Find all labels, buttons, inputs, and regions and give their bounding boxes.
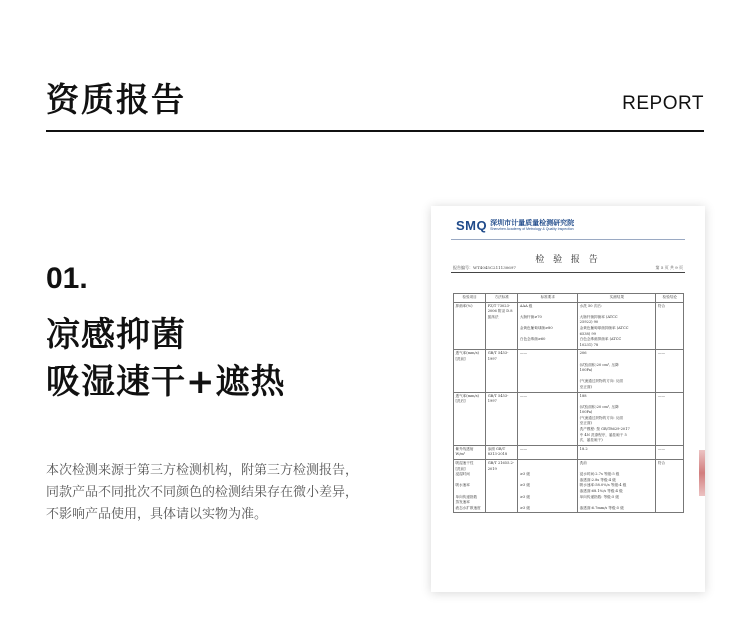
table-row — [454, 460, 684, 513]
table-cell: 符合 — [656, 460, 684, 513]
table-column-header: 实测结果 — [578, 294, 656, 303]
logo-mark: SMQ — [456, 218, 488, 233]
report-divider — [451, 272, 685, 273]
logo-cn: 深圳市计量质量检测研究院 — [490, 219, 575, 227]
table-cell: —— — [656, 392, 684, 445]
table-row — [454, 445, 684, 459]
report-page: 第 5 页 共 9 页 — [655, 265, 683, 270]
table-row — [454, 392, 684, 445]
table-cell: 吸湿速干性 [洗前] 浸湿时间 吸水速率 单向传递指数 蒸发速率 液态水扩散速度 — [454, 460, 486, 513]
smq-logo — [456, 218, 574, 233]
description-line: 本次检测来源于第三方检测机构，附第三方检测报告， — [46, 463, 359, 478]
table-cell: 透气率(mm/s) [洗后] — [454, 392, 486, 445]
seal-stamp — [699, 450, 705, 496]
description-line: 同款产品不同批次不同颜色的检测结果存在微小差异， — [46, 485, 359, 500]
table-cell: AAA 级 大肠杆菌≥70 金黄色葡萄球菌≥80 白色念珠菌≥60 — [518, 302, 578, 350]
logo-en: Shenzhen Academy of Metrology & Quality Inspection — [490, 227, 574, 231]
table-cell: 符合 — [656, 302, 684, 350]
table-column-header: 标准要求 — [518, 294, 578, 303]
logo-divider — [451, 239, 685, 240]
table-cell: GB/T 5453- 1997 — [486, 350, 518, 392]
table-cell: 透气率(mm/s) [洗前] — [454, 350, 486, 392]
page-title-en: REPORT — [622, 93, 704, 114]
table-cell: ≥3 级 ≥3 级 ≥3 级 ≥3 级 — [518, 460, 578, 513]
report-table — [453, 293, 684, 513]
description-line: 不影响产品使用，具体请以实物为准。 — [46, 507, 268, 522]
section-number: 01. — [46, 262, 88, 295]
table-cell: 参照 GB/T 8313-2018 — [486, 445, 518, 459]
headline-line-2: 吸湿速干+遮热 — [46, 362, 286, 402]
table-cell: 18.2 — [578, 445, 656, 459]
table-cell: 188 (试验面积:20 cm², 压降 100Pa) (气流通过织物的方向: 反面 至正面) 洗产模程: 按 GB/T8629-2017 中 4N 洗涤程序，悬挂晾干 5 次，悬挂晾干) — [578, 392, 656, 445]
report-table-header — [454, 294, 684, 303]
table-cell: 水洗 50 次后: 大肠杆菌抑菌率 (ATCC 25922) 90 金黄色葡萄球菌抑菌率 (ATCC 6538) 99 白色念珠菌抑菌率 (ATCC 10231) 78 — [578, 302, 656, 350]
table-cell: —— — [656, 445, 684, 459]
table-row — [454, 350, 684, 392]
table-row — [454, 302, 684, 350]
table-column-header: 检验项目 — [454, 294, 486, 303]
headline-line-1: 凉感抑菌 — [46, 315, 186, 355]
table-column-header: 检验结论 — [656, 294, 684, 303]
report-title: 检 验 报 告 — [535, 255, 601, 265]
report-number: 报告编号：WT4045C211130697 — [453, 265, 516, 270]
table-cell: 206 (试验面积:20 cm², 压降 100Pa) (气流通过织物的方向: 反面 至正面) — [578, 350, 656, 392]
table-cell: —— — [518, 350, 578, 392]
test-report-image — [431, 206, 705, 592]
table-cell: FZ/T 73023- 2006 附录 D.8 振荡法 — [486, 302, 518, 350]
table-cell: 抑菌率(%) — [454, 302, 486, 350]
header-divider — [46, 130, 704, 132]
table-cell: 紫外线透射 W/m² — [454, 445, 486, 459]
table-cell: —— — [518, 392, 578, 445]
page-title: 资质报告 — [46, 80, 186, 119]
description — [46, 460, 406, 526]
table-cell: GB/T 5453- 1997 — [486, 392, 518, 445]
table-cell: 洗前 浸水时间:2.7s 等级:5 级 渗透面:2.8s 等级:4 级 吸水速率:58.0%/s 等级:4 级 渗透面:68.1%/s 等级:4 级 单向传递指数: 等级:5 级 渗透面:6.7mm/s 等级:5 级 — [578, 460, 656, 513]
table-column-header: 方法标准 — [486, 294, 518, 303]
table-cell: GB/T 21655.2- 2019 — [486, 460, 518, 513]
table-cell: —— — [656, 350, 684, 392]
table-cell: —— — [518, 445, 578, 459]
